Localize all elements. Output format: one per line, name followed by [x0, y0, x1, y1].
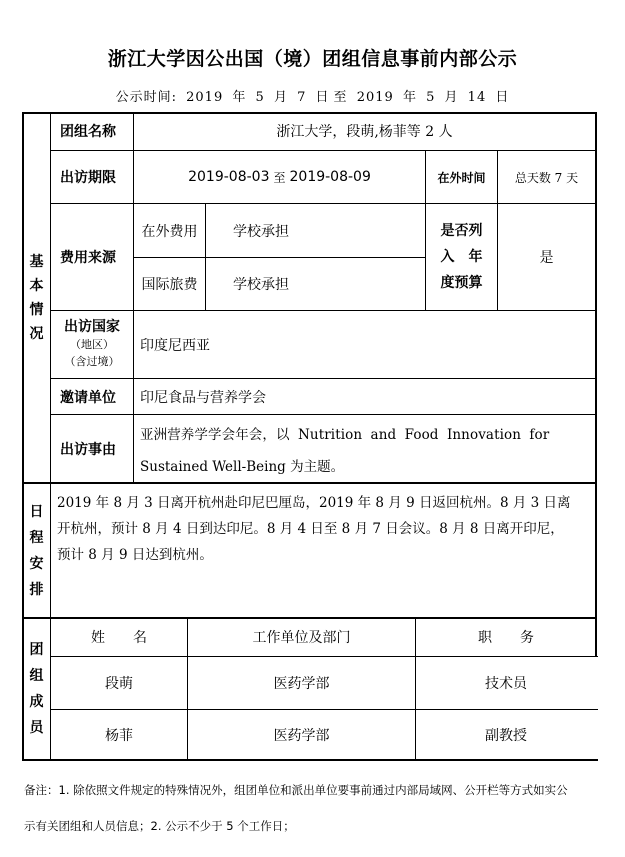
footnote-line-1: 备注：1. 除依照文件规定的特殊情况外，组团单位和派出单位要事前通过内部局域网、公开栏等方式如实公 — [24, 783, 568, 797]
purpose-label: 出访事由 — [60, 441, 116, 458]
to-word: 至 — [333, 90, 348, 105]
basic-label-char-2: 本 — [29, 277, 44, 294]
country-value: 印度尼西亚 — [140, 337, 210, 354]
abroad-time-value: 总天数 7 天 — [514, 170, 579, 185]
unit-month-2: 月 — [444, 90, 459, 105]
purpose-value — [140, 419, 590, 483]
members-label-char-1: 团 — [29, 642, 44, 658]
group-name-value: 浙江大学，段萌,杨菲等 2 人 — [276, 124, 453, 140]
period-end: 2019-08-09 — [289, 169, 371, 185]
country-label-main: 出访国家 — [64, 319, 120, 335]
member-2-unit: 医药学部 — [273, 727, 330, 744]
intl-travel-value: 学校承担 — [233, 277, 289, 293]
purpose-line-1: 亚洲营养学学会年会，以 Nutrition and Food Innovation for — [140, 427, 550, 443]
schedule-label-char-2: 程 — [29, 529, 44, 546]
country-label — [51, 311, 133, 378]
schedule-label-char-1: 日 — [29, 503, 44, 520]
unit-month: 月 — [273, 90, 288, 105]
header-position: 职 务 — [478, 630, 534, 646]
members-label-char-4: 员 — [29, 720, 44, 736]
start-day: 7 — [297, 90, 307, 105]
budget-label — [426, 204, 497, 310]
header-unit: 工作单位及部门 — [252, 630, 351, 646]
unit-day-2: 日 — [495, 90, 510, 105]
intl-travel-label: 国际旅费 — [141, 277, 198, 293]
schedule-label-char-4: 排 — [29, 581, 44, 598]
members-label-char-2: 组 — [29, 668, 44, 684]
end-day: 14 — [467, 90, 487, 105]
header-name: 姓 名 — [91, 630, 147, 646]
member-2-position: 副教授 — [485, 727, 527, 744]
start-year: 2019 — [186, 90, 224, 105]
start-month: 5 — [255, 90, 265, 105]
basic-label-char-3: 情 — [29, 301, 44, 318]
member-1-unit: 医药学部 — [273, 676, 330, 692]
schedule-text — [57, 490, 593, 568]
abroad-time-label: 在外时间 — [437, 170, 486, 185]
budget-label-line-1: 是否列 — [440, 223, 483, 239]
group-name-label: 团组名称 — [60, 124, 116, 140]
budget-value: 是 — [539, 250, 554, 266]
purpose-line-2: Sustained Well-Being 为主题。 — [140, 459, 345, 475]
schedule-line-3: 预计 8 月 9 日达到杭州。 — [57, 547, 213, 563]
country-label-sub-1: （地区） — [70, 338, 114, 351]
page-title: 浙江大学因公出国（境）团组信息事前内部公示 — [107, 48, 518, 70]
country-label-sub-2: （含过境） — [64, 355, 120, 368]
end-year: 2019 — [356, 90, 394, 105]
schedule-line-2: 开杭州，预计 8 月 4 日到达印尼。8 月 4 日至 8 月 7 日会议。8 月 8 日离开印尼， — [57, 521, 564, 537]
end-month: 5 — [426, 90, 436, 105]
funding-label: 费用来源 — [60, 250, 116, 266]
period-to: 至 — [273, 170, 286, 185]
schedule-label-char-3: 安 — [29, 555, 44, 572]
basic-section-label — [23, 113, 50, 482]
abroad-cost-value: 学校承担 — [233, 223, 289, 240]
unit-day: 日 — [315, 90, 330, 105]
basic-label-char-4: 况 — [29, 325, 44, 342]
period-start: 2019-08-03 — [188, 169, 270, 185]
member-1-name: 段萌 — [105, 676, 133, 692]
schedule-section-label — [23, 484, 50, 617]
member-2-name: 杨菲 — [105, 727, 133, 744]
notice-time-label: 公示时间: — [115, 90, 177, 105]
schedule-line-1: 2019 年 8 月 3 日离开杭州赴印尼巴厘岛，2019 年 8 月 9 日返回杭州。8 月 3 日离 — [57, 495, 571, 511]
inviter-value: 印尼食品与营养学会 — [140, 389, 266, 406]
basic-label-char-1: 基 — [29, 253, 44, 270]
footnote-line-2: 示有关团组和人员信息；2. 公示不少于 5 个工作日； — [24, 819, 295, 833]
period-value — [134, 151, 425, 203]
budget-label-line-2: 入 年 — [440, 249, 483, 265]
period-label: 出访期限 — [60, 170, 116, 186]
notice-time — [0, 86, 625, 105]
footnote — [24, 772, 604, 844]
unit-year-2: 年 — [402, 90, 417, 105]
inviter-label: 邀请单位 — [60, 389, 116, 406]
unit-year: 年 — [232, 90, 247, 105]
budget-label-line-3: 度预算 — [440, 275, 483, 291]
members-section-label — [23, 619, 50, 759]
abroad-cost-label: 在外费用 — [141, 223, 198, 240]
members-label-char-3: 成 — [29, 694, 44, 710]
member-1-position: 技术员 — [485, 676, 527, 692]
